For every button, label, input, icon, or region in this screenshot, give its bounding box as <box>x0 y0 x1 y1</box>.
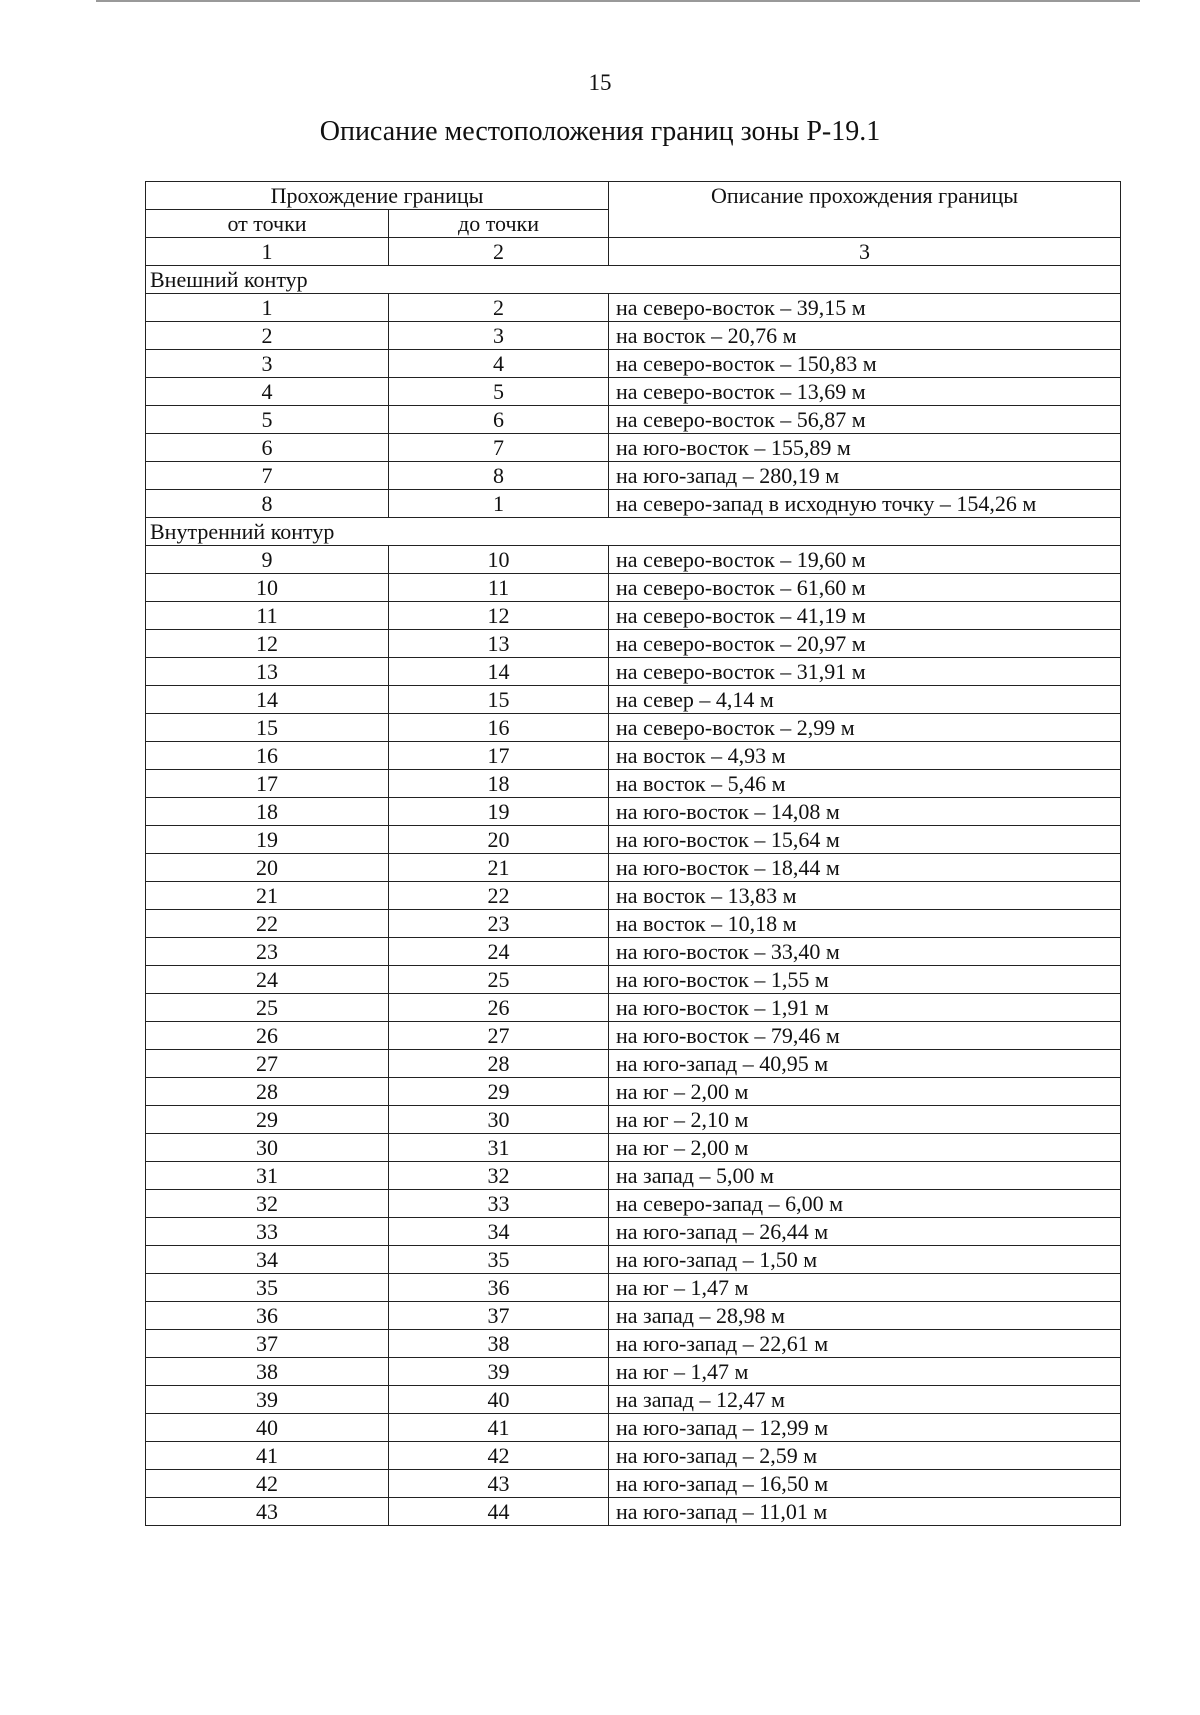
from-point-cell: 8 <box>146 490 389 518</box>
table-row <box>146 1442 1121 1470</box>
table-row <box>146 770 1121 798</box>
to-point-cell: 11 <box>389 574 609 602</box>
page-number: 15 <box>588 70 612 95</box>
section-row <box>146 518 1121 546</box>
to-point-cell: 22 <box>389 882 609 910</box>
to-point-cell: 38 <box>389 1330 609 1358</box>
description-cell: на северо-восток – 31,91 м <box>609 658 1121 686</box>
from-point-cell: 34 <box>146 1246 389 1274</box>
to-point-cell: 34 <box>389 1218 609 1246</box>
table-row <box>146 714 1121 742</box>
description-cell: на юго-восток – 33,40 м <box>609 938 1121 966</box>
table-row <box>146 882 1121 910</box>
description-cell: на юго-восток – 15,64 м <box>609 826 1121 854</box>
from-point-cell: 5 <box>146 406 389 434</box>
table-row <box>146 1498 1121 1526</box>
description-cell: на юго-запад – 2,59 м <box>609 1442 1121 1470</box>
section-label: Внешний контур <box>146 266 1121 294</box>
to-point-cell: 15 <box>389 686 609 714</box>
table-row <box>146 1162 1121 1190</box>
from-point-cell: 6 <box>146 434 389 462</box>
description-cell: на юго-запад – 12,99 м <box>609 1414 1121 1442</box>
to-point-cell: 42 <box>389 1442 609 1470</box>
table-row <box>146 1134 1121 1162</box>
description-cell: на юг – 1,47 м <box>609 1358 1121 1386</box>
table-row <box>146 1358 1121 1386</box>
table-row <box>146 1190 1121 1218</box>
to-point-cell: 19 <box>389 798 609 826</box>
description-cell: на восток – 13,83 м <box>609 882 1121 910</box>
section-row <box>146 266 1121 294</box>
table-row <box>146 910 1121 938</box>
to-point-cell: 27 <box>389 1022 609 1050</box>
description-cell: на северо-восток – 13,69 м <box>609 378 1121 406</box>
description-cell: на северо-восток – 2,99 м <box>609 714 1121 742</box>
description-cell: на юго-запад – 280,19 м <box>609 462 1121 490</box>
description-cell: на северо-восток – 20,97 м <box>609 630 1121 658</box>
from-point-cell: 7 <box>146 462 389 490</box>
table-row <box>146 1414 1121 1442</box>
to-point-cell: 4 <box>389 350 609 378</box>
from-point-cell: 39 <box>146 1386 389 1414</box>
description-cell: на юго-восток – 14,08 м <box>609 798 1121 826</box>
description-cell: на восток – 4,93 м <box>609 742 1121 770</box>
from-point-cell: 4 <box>146 378 389 406</box>
table-row <box>146 434 1121 462</box>
from-point-cell: 33 <box>146 1218 389 1246</box>
from-point-cell: 13 <box>146 658 389 686</box>
from-point-cell: 42 <box>146 1470 389 1498</box>
table-row <box>146 1386 1121 1414</box>
description-cell: на юго-восток – 1,55 м <box>609 966 1121 994</box>
to-point-cell: 25 <box>389 966 609 994</box>
table-row <box>146 826 1121 854</box>
description-cell: на юго-восток – 1,91 м <box>609 994 1121 1022</box>
from-point-cell: 11 <box>146 602 389 630</box>
to-point-cell: 18 <box>389 770 609 798</box>
from-point-cell: 37 <box>146 1330 389 1358</box>
index-to-cell: 2 <box>389 238 609 266</box>
from-point-cell: 38 <box>146 1358 389 1386</box>
table-row <box>146 350 1121 378</box>
table-row <box>146 1302 1121 1330</box>
to-point-cell: 20 <box>389 826 609 854</box>
from-point-cell: 26 <box>146 1022 389 1050</box>
from-point-cell: 36 <box>146 1302 389 1330</box>
from-point-cell: 21 <box>146 882 389 910</box>
table-row <box>146 294 1121 322</box>
description-cell: на северо-восток – 39,15 м <box>609 294 1121 322</box>
from-point-cell: 25 <box>146 994 389 1022</box>
to-point-cell: 13 <box>389 630 609 658</box>
to-point-cell: 24 <box>389 938 609 966</box>
to-point-cell: 32 <box>389 1162 609 1190</box>
table-row <box>146 658 1121 686</box>
to-point-cell: 28 <box>389 1050 609 1078</box>
table-row <box>146 546 1121 574</box>
boundary-table <box>145 181 1121 1526</box>
header-from-cell: от точки <box>146 210 389 238</box>
description-cell: на северо-запад в исходную точку – 154,26 м <box>609 490 1121 518</box>
to-point-cell: 2 <box>389 294 609 322</box>
description-cell: на юг – 1,47 м <box>609 1274 1121 1302</box>
table-row <box>146 1246 1121 1274</box>
header-row-index <box>146 238 1121 266</box>
description-cell: на запад – 5,00 м <box>609 1162 1121 1190</box>
from-point-cell: 29 <box>146 1106 389 1134</box>
description-cell: на юг – 2,00 м <box>609 1134 1121 1162</box>
table-row <box>146 630 1121 658</box>
table-row <box>146 1022 1121 1050</box>
from-point-cell: 28 <box>146 1078 389 1106</box>
to-point-cell: 37 <box>389 1302 609 1330</box>
scan-edge-line <box>0 0 1200 2</box>
table-row <box>146 602 1121 630</box>
to-point-cell: 29 <box>389 1078 609 1106</box>
from-point-cell: 19 <box>146 826 389 854</box>
description-cell: на восток – 20,76 м <box>609 322 1121 350</box>
to-point-cell: 23 <box>389 910 609 938</box>
table-row <box>146 462 1121 490</box>
from-point-cell: 24 <box>146 966 389 994</box>
description-cell: на юго-восток – 18,44 м <box>609 854 1121 882</box>
from-point-cell: 35 <box>146 1274 389 1302</box>
to-point-cell: 40 <box>389 1386 609 1414</box>
from-point-cell: 15 <box>146 714 389 742</box>
from-point-cell: 3 <box>146 350 389 378</box>
description-cell: на север – 4,14 м <box>609 686 1121 714</box>
to-point-cell: 6 <box>389 406 609 434</box>
to-point-cell: 30 <box>389 1106 609 1134</box>
header-row-group <box>146 182 1121 210</box>
description-cell: на запад – 12,47 м <box>609 1386 1121 1414</box>
table-row <box>146 406 1121 434</box>
table-row <box>146 1470 1121 1498</box>
description-cell: на запад – 28,98 м <box>609 1302 1121 1330</box>
to-point-cell: 7 <box>389 434 609 462</box>
description-cell: на юго-запад – 1,50 м <box>609 1246 1121 1274</box>
from-point-cell: 20 <box>146 854 389 882</box>
to-point-cell: 12 <box>389 602 609 630</box>
from-point-cell: 32 <box>146 1190 389 1218</box>
from-point-cell: 10 <box>146 574 389 602</box>
table-row <box>146 798 1121 826</box>
description-cell: на северо-восток – 61,60 м <box>609 574 1121 602</box>
table-row <box>146 574 1121 602</box>
from-point-cell: 41 <box>146 1442 389 1470</box>
to-point-cell: 39 <box>389 1358 609 1386</box>
description-cell: на юго-запад – 16,50 м <box>609 1470 1121 1498</box>
page-title: Описание местоположения границ зоны Р-19.1 <box>319 116 881 147</box>
from-point-cell: 27 <box>146 1050 389 1078</box>
table-row <box>146 322 1121 350</box>
header-to-cell: до точки <box>389 210 609 238</box>
description-cell: на юго-запад – 11,01 м <box>609 1498 1121 1526</box>
from-point-cell: 31 <box>146 1162 389 1190</box>
to-point-cell: 35 <box>389 1246 609 1274</box>
to-point-cell: 3 <box>389 322 609 350</box>
from-point-cell: 14 <box>146 686 389 714</box>
table-row <box>146 854 1121 882</box>
to-point-cell: 5 <box>389 378 609 406</box>
from-point-cell: 23 <box>146 938 389 966</box>
from-point-cell: 16 <box>146 742 389 770</box>
table-row <box>146 938 1121 966</box>
from-point-cell: 17 <box>146 770 389 798</box>
table-row <box>146 994 1121 1022</box>
table-row <box>146 1050 1121 1078</box>
from-point-cell: 12 <box>146 630 389 658</box>
table-row <box>146 378 1121 406</box>
to-point-cell: 33 <box>389 1190 609 1218</box>
description-cell: на юг – 2,10 м <box>609 1106 1121 1134</box>
description-cell: на северо-запад – 6,00 м <box>609 1190 1121 1218</box>
from-point-cell: 40 <box>146 1414 389 1442</box>
from-point-cell: 22 <box>146 910 389 938</box>
description-cell: на юг – 2,00 м <box>609 1078 1121 1106</box>
table-row <box>146 1274 1121 1302</box>
description-cell: на юго-запад – 40,95 м <box>609 1050 1121 1078</box>
to-point-cell: 43 <box>389 1470 609 1498</box>
description-cell: на юго-восток – 79,46 м <box>609 1022 1121 1050</box>
from-point-cell: 30 <box>146 1134 389 1162</box>
to-point-cell: 14 <box>389 658 609 686</box>
table-body <box>146 182 1121 1526</box>
description-cell: на северо-восток – 150,83 м <box>609 350 1121 378</box>
index-desc-cell: 3 <box>609 238 1121 266</box>
to-point-cell: 26 <box>389 994 609 1022</box>
from-point-cell: 1 <box>146 294 389 322</box>
section-label: Внутренний контур <box>146 518 1121 546</box>
description-cell: на восток – 5,46 м <box>609 770 1121 798</box>
header-group-cell: Прохождение границы <box>146 182 609 210</box>
to-point-cell: 41 <box>389 1414 609 1442</box>
description-cell: на юго-запад – 26,44 м <box>609 1218 1121 1246</box>
table-row <box>146 742 1121 770</box>
from-point-cell: 18 <box>146 798 389 826</box>
to-point-cell: 31 <box>389 1134 609 1162</box>
table-row <box>146 1106 1121 1134</box>
header-desc-cell: Описание прохождения границы <box>609 182 1121 238</box>
table-row <box>146 490 1121 518</box>
table-row <box>146 1330 1121 1358</box>
to-point-cell: 16 <box>389 714 609 742</box>
description-cell: на северо-восток – 56,87 м <box>609 406 1121 434</box>
from-point-cell: 2 <box>146 322 389 350</box>
table-row <box>146 686 1121 714</box>
table-row <box>146 1078 1121 1106</box>
to-point-cell: 21 <box>389 854 609 882</box>
to-point-cell: 8 <box>389 462 609 490</box>
description-cell: на юго-запад – 22,61 м <box>609 1330 1121 1358</box>
index-from-cell: 1 <box>146 238 389 266</box>
description-cell: на северо-восток – 41,19 м <box>609 602 1121 630</box>
to-point-cell: 36 <box>389 1274 609 1302</box>
to-point-cell: 10 <box>389 546 609 574</box>
description-cell: на восток – 10,18 м <box>609 910 1121 938</box>
from-point-cell: 43 <box>146 1498 389 1526</box>
to-point-cell: 17 <box>389 742 609 770</box>
to-point-cell: 44 <box>389 1498 609 1526</box>
description-cell: на юго-восток – 155,89 м <box>609 434 1121 462</box>
table-row <box>146 966 1121 994</box>
from-point-cell: 9 <box>146 546 389 574</box>
description-cell: на северо-восток – 19,60 м <box>609 546 1121 574</box>
table-row <box>146 1218 1121 1246</box>
to-point-cell: 1 <box>389 490 609 518</box>
